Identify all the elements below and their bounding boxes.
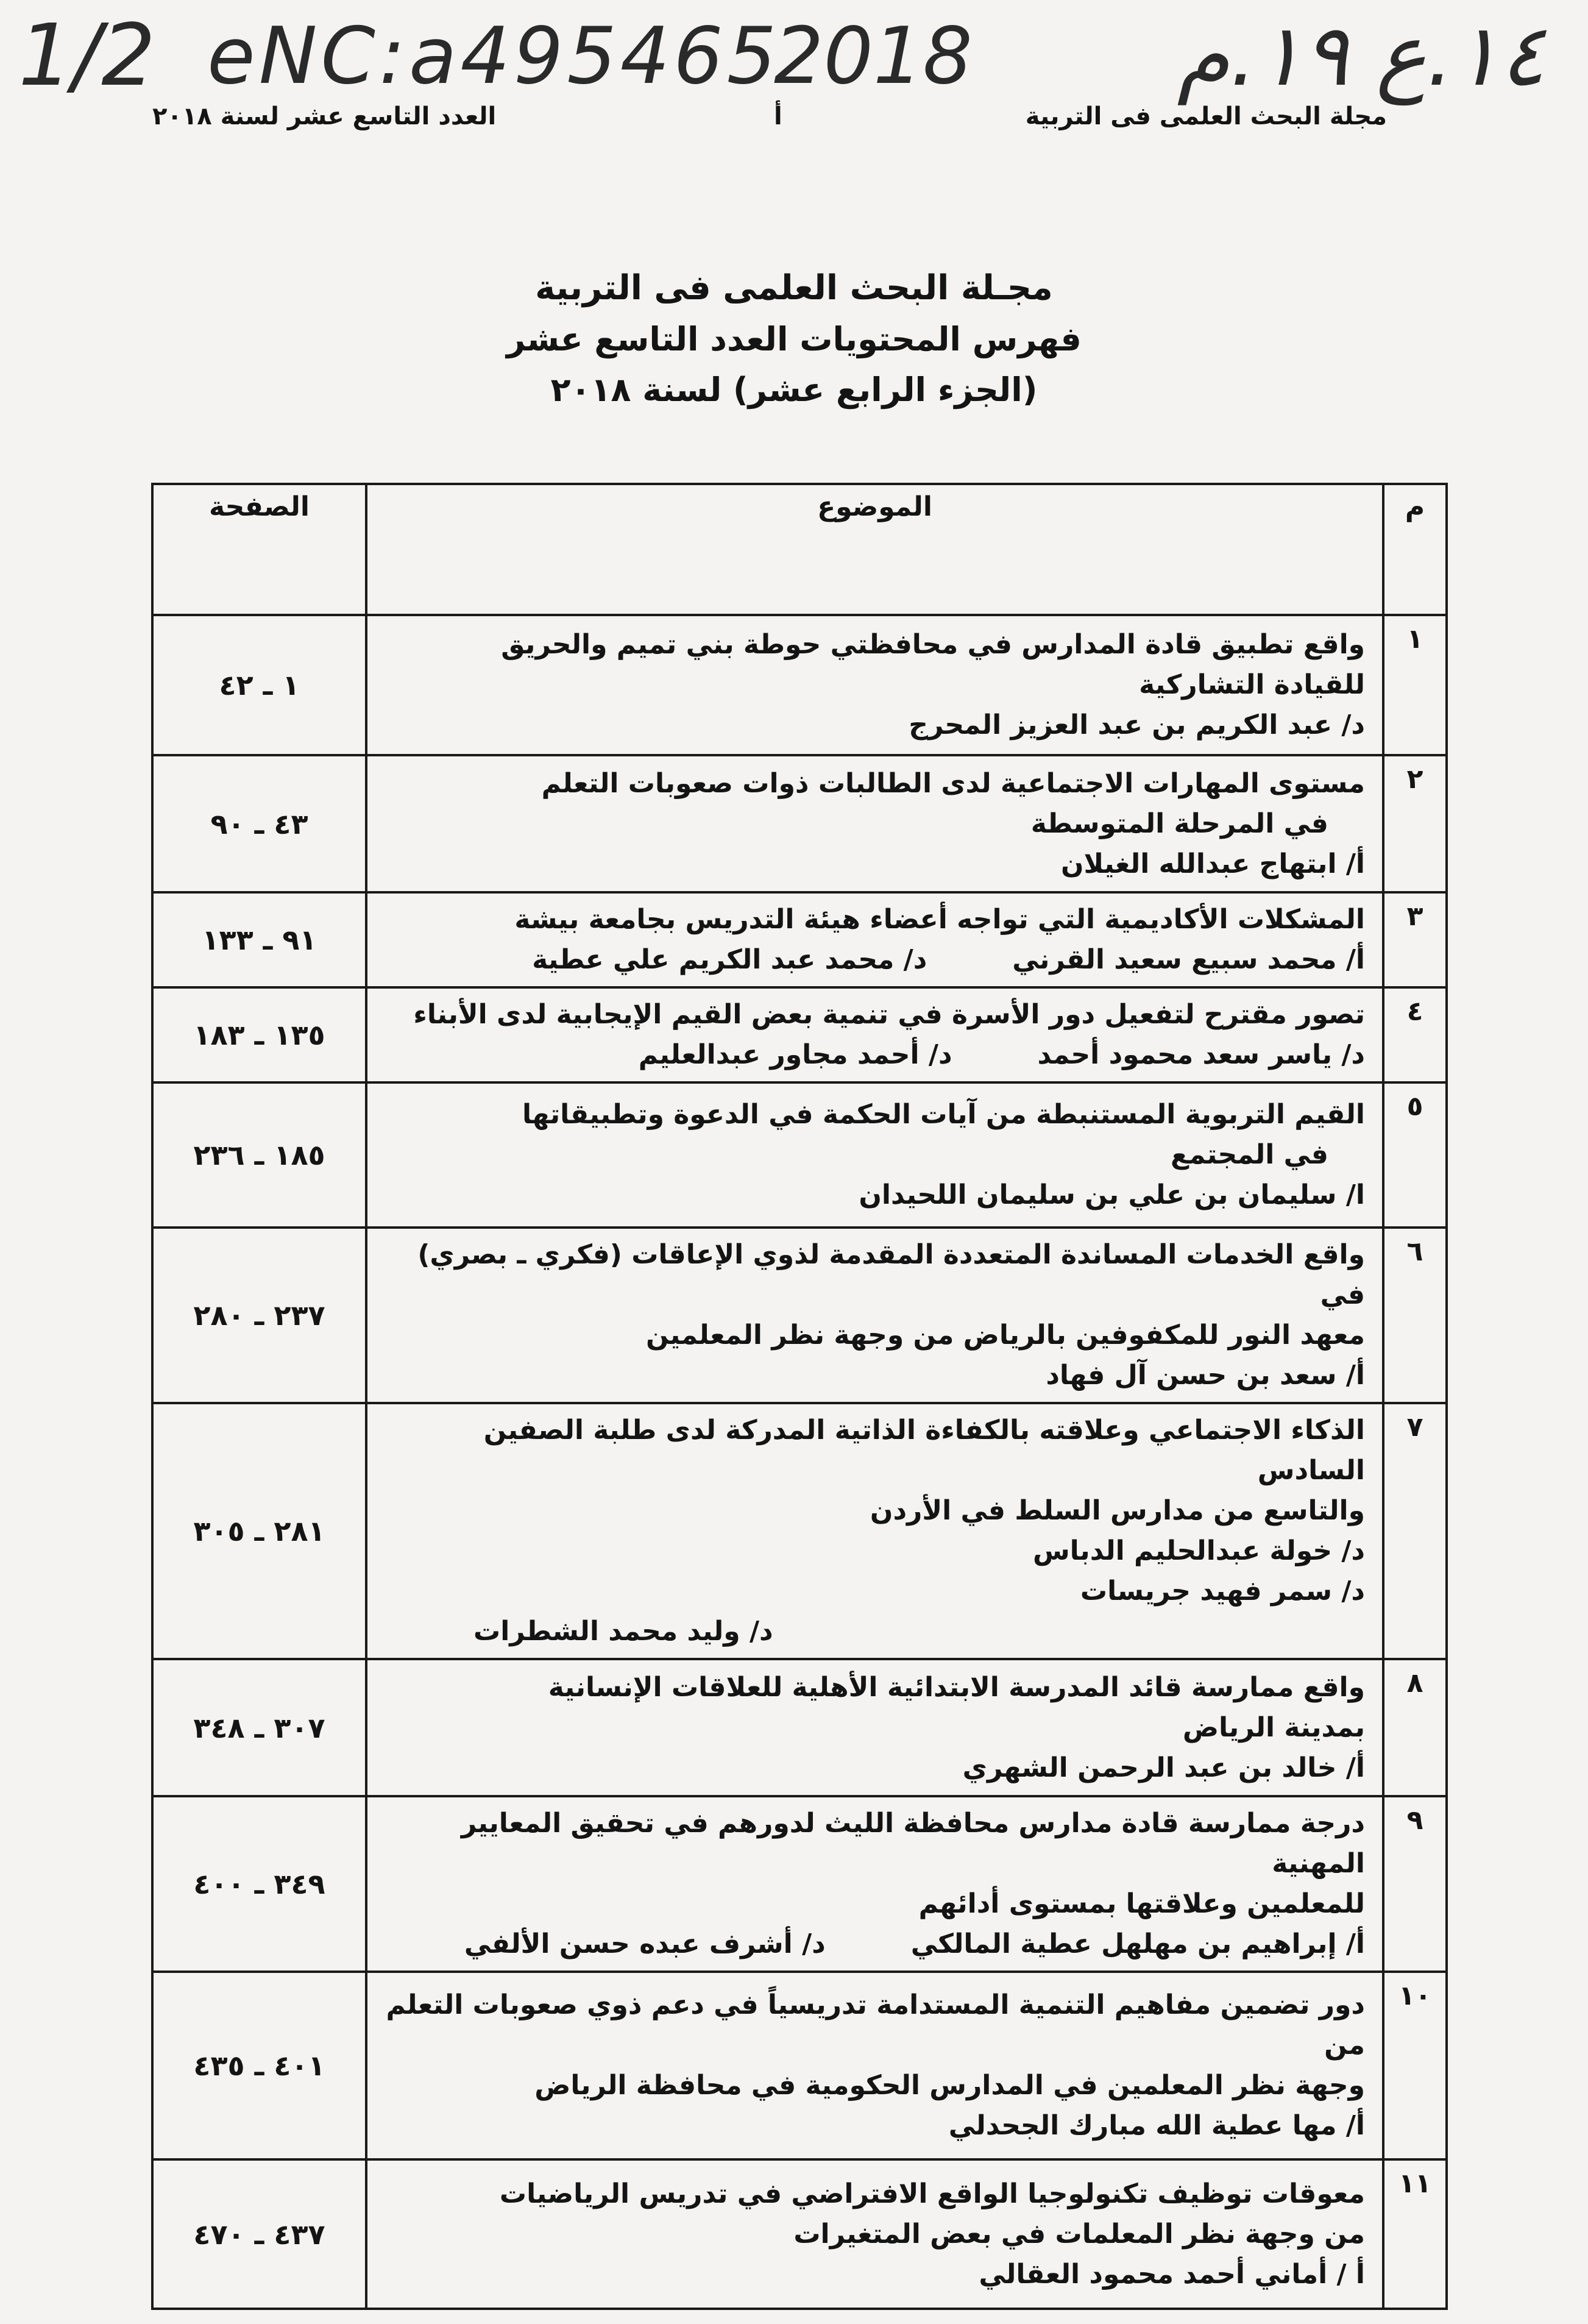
table-row [152, 755, 1447, 892]
topic-title-line: القيم التربوية المستنبطة من آيات الحكمة في الدعوة وتطبيقاتها [522, 1099, 1365, 1130]
row-topic [366, 1659, 1383, 1796]
handwritten-part-4: ١٤.ع ١٩.م [1177, 6, 1545, 105]
row-topic [366, 1228, 1383, 1403]
row-number: ١٠ [1383, 1972, 1447, 2159]
topic-title-line: معوقات توظيف تكنولوجيا الواقع الافتراضي في تدريس الرياضيات [499, 2178, 1365, 2209]
table-row [152, 1403, 1447, 1659]
handwritten-part-3: 2018 [774, 11, 973, 102]
topic-title-line: والتاسع من مدارس السلط في الأردن [870, 1495, 1365, 1526]
contents-table [151, 483, 1448, 2310]
handwritten-annotation [18, 6, 1564, 110]
table-row [152, 892, 1447, 987]
row-pages: ٣٤٩ ـ ٤٠٠ [152, 1796, 366, 1972]
topic-title-line: في المجتمع [1171, 1139, 1328, 1170]
row-topic [366, 987, 1383, 1082]
row-number: ٦ [1383, 1228, 1447, 1403]
row-pages: ٤٣٧ ـ ٤٧٠ [152, 2159, 366, 2309]
row-pages: ١ ـ ٤٢ [152, 615, 366, 755]
author-name: ا/ سليمان بن علي بن سليمان اللحيدان [859, 1179, 1365, 1210]
row-topic [366, 1403, 1383, 1659]
table-row [152, 2159, 1447, 2309]
topic-title-line: للقيادة التشاركية [1139, 669, 1365, 700]
row-number: ٨ [1383, 1659, 1447, 1796]
table-row [152, 1082, 1447, 1228]
row-pages: ٤٠١ ـ ٤٣٥ [152, 1972, 366, 2159]
author-name: أ/ مها عطية الله مبارك الجحدلي [948, 2110, 1365, 2141]
contents-title: فهرس المحتويات العدد التاسع عشر [506, 320, 1082, 358]
row-pages: ٢٣٧ ـ ٢٨٠ [152, 1228, 366, 1403]
topic-title-line: درجة ممارسة قادة مدارس محافظة الليث لدورهم في تحقيق المعايير المهنية [461, 1808, 1365, 1879]
author-name: أ/ سعد بن حسن آل فهاد [1046, 1360, 1365, 1391]
row-topic [366, 755, 1383, 892]
row-topic [366, 1796, 1383, 1972]
row-pages: ١٣٥ ـ ١٨٣ [152, 987, 366, 1082]
handwritten-part-2: eNC:a495465 [207, 11, 781, 102]
table-row [152, 615, 1447, 755]
row-number: ١١ [1383, 2159, 1447, 2309]
author-name: د/ وليد محمد الشطرات [473, 1616, 773, 1647]
author-name: د/ أحمد مجاور عبدالعليم [638, 1039, 952, 1070]
header-topic: الموضوع [366, 484, 1383, 615]
table-row [152, 1796, 1447, 1972]
part-title: (الجزء الرابع عشر) لسنة ٢٠١٨ [550, 371, 1038, 409]
topic-title-line: واقع ممارسة قائد المدرسة الابتدائية الأهلية للعلاقات الإنسانية [548, 1671, 1365, 1703]
author-name: أ/ إبراهيم بن مهلهل عطية المالكي [910, 1928, 1365, 1960]
running-head [152, 102, 1387, 145]
row-topic [366, 892, 1383, 987]
row-topic [366, 2159, 1383, 2309]
topic-title-line: المشكلات الأكاديمية التي تواجه أعضاء هيئة التدريس بجامعة بيشة [514, 904, 1365, 935]
row-topic [366, 615, 1383, 755]
topic-title-line: مستوى المهارات الاجتماعية لدى الطالبات ذوات صعوبات التعلم [541, 767, 1365, 799]
topic-title-line: وجهة نظر المعلمين في المدارس الحكومية في محافظة الرياض [534, 2070, 1365, 2101]
author-name: د/ ياسر سعد محمود أحمد [1037, 1039, 1365, 1070]
table-row [152, 1972, 1447, 2159]
topic-title-line: واقع الخدمات المساندة المتعددة المقدمة لذوي الإعاقات (فكري ـ بصري) في [417, 1239, 1365, 1310]
author-name: د/ خولة عبدالحليم الدباس [1032, 1535, 1365, 1566]
topic-title-line: الذكاء الاجتماعي وعلاقته بالكفاءة الذاتية المدركة لدى طلبة الصفين السادس [483, 1415, 1365, 1486]
running-head-journal: مجلة البحث العلمى فى التربية [1025, 102, 1387, 130]
table-row [152, 1659, 1447, 1796]
author-name: أ/ خالد بن عبد الرحمن الشهري [962, 1752, 1365, 1783]
row-pages: ١٨٥ ـ ٢٣٦ [152, 1082, 366, 1228]
author-name: د/ عبد الكريم بن عبد العزيز المحرج [909, 709, 1365, 741]
row-number: ٤ [1383, 987, 1447, 1082]
table-row [152, 1228, 1447, 1403]
title-block [0, 268, 1588, 409]
author-name: أ/ ابتهاج عبدالله الغيلان [1061, 848, 1365, 879]
row-number: ٥ [1383, 1082, 1447, 1228]
topic-title-line: للمعلمين وعلاقتها بمستوى أدائهم [918, 1888, 1365, 1919]
topic-title-line: دور تضمين مفاهيم التنمية المستدامة تدريسياً في دعم ذوي صعوبات التعلم من [386, 1989, 1365, 2061]
row-pages: ٣٠٧ ـ ٣٤٨ [152, 1659, 366, 1796]
author-name: د/ سمر فهيد جريسات [1080, 1576, 1365, 1607]
topic-title-line: من وجهة نظر المعلمات في بعض المتغيرات [793, 2218, 1365, 2250]
row-topic [366, 1972, 1383, 2159]
author-name: د/ أشرف عبده حسن الألفي [464, 1928, 826, 1960]
header-page: الصفحة [152, 484, 366, 615]
header-number: م [1383, 484, 1447, 615]
author-name: أ/ محمد سبيع سعيد القرني [1012, 944, 1365, 975]
topic-title-line: بمدينة الرياض [1182, 1711, 1365, 1743]
row-number: ٧ [1383, 1403, 1447, 1659]
row-number: ٢ [1383, 755, 1447, 892]
topic-title-line: تصور مقترح لتفعيل دور الأسرة في تنمية بعض القيم الإيجابية لدى الأبناء [413, 999, 1365, 1030]
row-pages: ٢٨١ ـ ٣٠٥ [152, 1403, 366, 1659]
author-name: أ / أماني أحمد محمود العقالي [979, 2258, 1365, 2290]
topic-title-line: معهد النور للمكفوفين بالرياض من وجهة نظر المعلمين [646, 1320, 1365, 1351]
row-pages: ٩١ ـ ١٣٣ [152, 892, 366, 987]
row-number: ٣ [1383, 892, 1447, 987]
journal-title: مجـلة البحث العلمى فى التربية [535, 268, 1053, 308]
topic-title-line: في المرحلة المتوسطة [1030, 808, 1328, 839]
row-number: ١ [1383, 615, 1447, 755]
table-header-row [152, 484, 1447, 615]
topic-title-line: واقع تطبيق قادة المدارس في محافظتي حوطة بني تميم والحريق [501, 629, 1365, 660]
row-number: ٩ [1383, 1796, 1447, 1972]
running-head-issue: العدد التاسع عشر لسنة ٢٠١٨ [152, 102, 497, 130]
running-head-mark: أ [774, 102, 782, 130]
row-topic [366, 1082, 1383, 1228]
row-pages: ٤٣ ـ ٩٠ [152, 755, 366, 892]
author-name: د/ محمد عبد الكريم علي عطية [532, 944, 927, 975]
handwritten-part-1: 1/2 [18, 6, 156, 105]
table-row [152, 987, 1447, 1082]
